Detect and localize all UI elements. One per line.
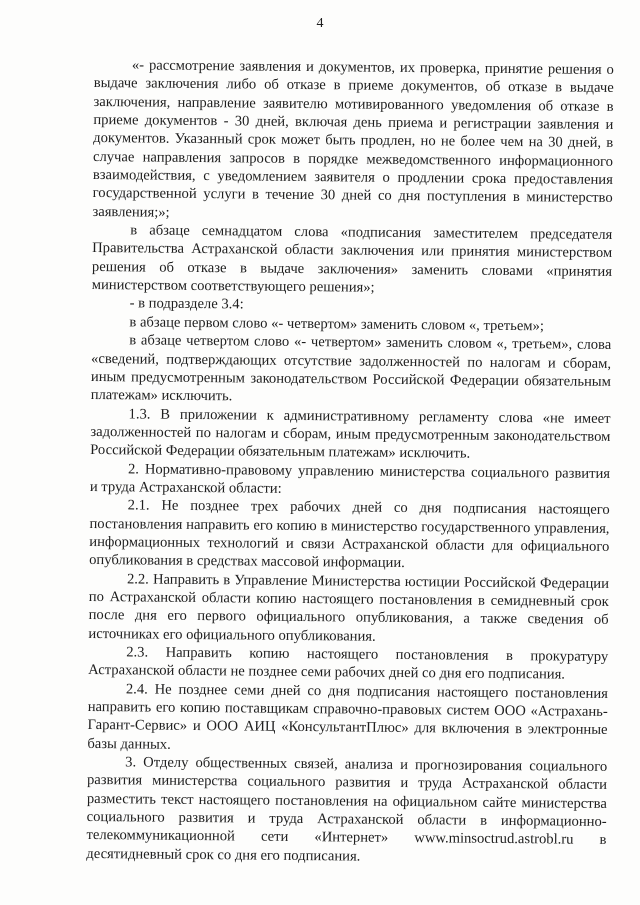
paragraph-2: 2. Нормативно-правовому управлению министерства социального развития и труда Астраханской области: [89, 460, 611, 497]
document-body [86, 56, 614, 868]
paragraph-1-3: 1.3. В приложении к административному регламенту слова «не имеет задолженностей по налогам и сборам, иным предусмотренным законодательством Российской Федерации обязательным платежам» исключить. [90, 405, 611, 462]
paragraph-2-1: 2.1. Не позднее трех рабочих дней со дня подписания настоящего постановления направить его копию в министерство государственного управления, информационных технологий и связи Астраханской области для официального опубликования в средствах массовой информации. [89, 497, 610, 572]
paragraph-2-4: 2.4. Не позднее семи дней со дня подписания настоящего постановления направить его копию поставщикам справочно-правовых систем ООО «Астрахань-Гарант-Сервис» и ООО АИЦ «КонсультантПлюс» для включения в электронные базы данных. [87, 681, 608, 753]
paragraph-3: 3. Отделу общественных связей, анализа и прогнозирования социального развития министерства социального развития и труда Астраханской области разместить текст настоящего постановления на официальном сайте министерства социального развития и труда Астраханской области в информационно-телекоммуникационной сети «Интернет» www.minsoctrud.astrobl.ru в десятидневный срок со дня его подписания. [86, 754, 608, 865]
paragraph-2-2: 2.2. Направить в Управление Министерства юстиции Российской Федерации по Астраханской области копию настоящего постановления в семидневный срок после дня его первого официального опубликования, а также сведения об источниках его официального опубликования. [88, 570, 610, 645]
paragraph-fourth-clause: в абзаце четвертом слово «- четвертом» заменить словом «, третьем», слова «сведений, подтверждающих отсутствие задолженностей по налогам и сборам, иным предусмотренным законодательством Российской Федерации обязательным платежам» исключить. [90, 332, 612, 405]
paragraph-subsection-3-4: - в подразделе 3.4: [129, 295, 244, 313]
paragraph-first-clause: в абзаце первом слово «- четвертом» заменить словом «, третьем»; [129, 314, 545, 335]
page-number: 4 [316, 16, 324, 31]
paragraph-seventeenth-clause: в абзаце семнадцатом слова «подписания заместителем председателя Правительства Астраханской области заключения или принятия министерством решения об отказе в выдаче заключения» заменить словами «принятия министерством соответствующего решения»; [91, 222, 613, 296]
paragraph-2-3: 2.3. Направить копию настоящего постановления в прокуратуру Астраханской области не позднее семи рабочих дней со дня его подписания. [88, 644, 609, 683]
paragraph-review-deadline: «- рассмотрение заявления и документов, их проверка, принятие решения о выдаче заключения либо об отказе в приеме документов, об отказе в выдаче заключения, направление заявителю мотивированного уведомления об отказе в приеме документов - 30 дней, включая день приема и регистрации заявления и документов. Указанный срок может быть продлен, но не более чем на 30 дней, в случае направления запросов в порядке межведомственного информационного взаимодействия, с уведомлением заявителя о продлении срока предоставления государственной услуги в течение 30 дней со дня поступления в министерство заявления;»; [92, 57, 614, 221]
